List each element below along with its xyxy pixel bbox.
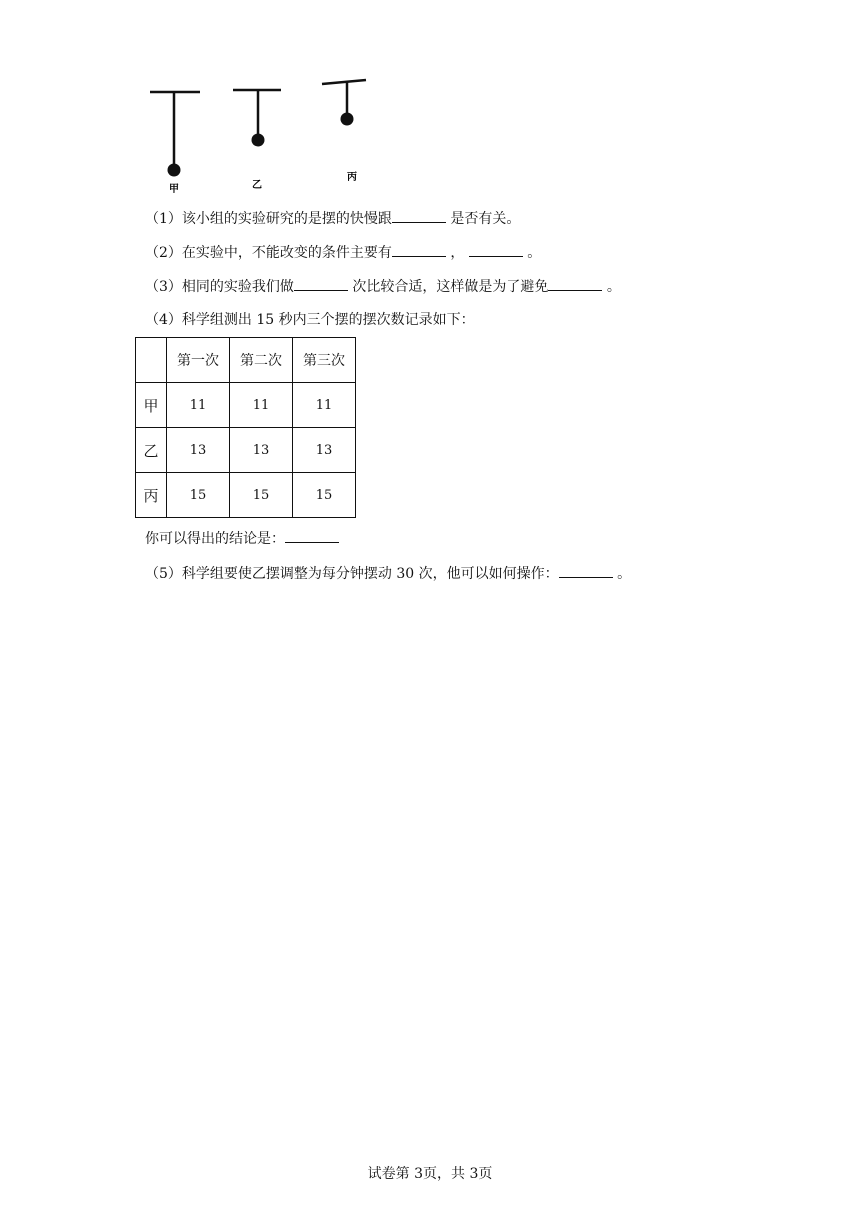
answer-blank	[469, 242, 523, 257]
table-row	[136, 473, 356, 518]
table-row-label: 甲	[136, 383, 167, 428]
table-corner-cell	[136, 338, 167, 383]
answer-blank	[559, 563, 613, 578]
table-cell: 11	[293, 383, 356, 428]
question-5-tail: 。	[612, 566, 632, 582]
answer-blank	[285, 528, 339, 543]
table-cell: 15	[167, 473, 230, 518]
answer-blank	[294, 276, 348, 291]
question-2-text: （2）在实验中，不能改变的条件主要有	[145, 245, 392, 261]
pendulum-figure	[140, 74, 376, 196]
conclusion-text: 你可以得出的结论是：	[145, 531, 285, 547]
question-5	[145, 563, 631, 584]
question-4	[145, 310, 475, 330]
pendulum-jia	[150, 92, 200, 195]
table-header-cell: 第二次	[230, 338, 293, 383]
question-3-tail: 。	[602, 279, 621, 295]
table-header-row	[136, 338, 356, 383]
answer-blank	[548, 276, 602, 291]
question-4-text: （4）科学组测出 15 秒内三个摆的摆次数记录如下：	[145, 312, 475, 328]
table-row-label: 丙	[136, 473, 167, 518]
question-2-middle: ，	[445, 245, 465, 261]
pendulum-diagram	[140, 74, 376, 196]
table-cell: 11	[230, 383, 293, 428]
answer-blank	[392, 208, 446, 223]
table-cell: 13	[230, 428, 293, 473]
table-cell: 13	[167, 428, 230, 473]
swing-count-table	[135, 337, 356, 518]
table-cell: 15	[230, 473, 293, 518]
question-2-tail: 。	[522, 245, 542, 261]
page-footer: 试卷第 3页，共 3页	[367, 1166, 493, 1182]
table-row	[136, 383, 356, 428]
table-row	[136, 428, 356, 473]
table-cell: 11	[167, 383, 230, 428]
question-1	[145, 208, 520, 229]
label-jia: 甲	[169, 184, 179, 195]
table-header-cell: 第三次	[293, 338, 356, 383]
label-bing: 丙	[347, 172, 357, 183]
pendulum-yi	[233, 90, 281, 191]
question-3	[145, 276, 621, 297]
question-1-tail: 是否有关。	[445, 211, 521, 227]
conclusion-line	[145, 528, 339, 548]
question-1-text: （1）该小组的实验研究的是摆的快慢跟	[145, 211, 392, 227]
question-5-text: （5）科学组要使乙摆调整为每分钟摆动 30 次，他可以如何操作：	[145, 566, 559, 582]
label-yi: 乙	[252, 180, 262, 191]
answer-blank	[392, 242, 446, 257]
table-cell: 15	[293, 473, 356, 518]
question-3-text: （3）相同的实验我们做	[145, 279, 294, 295]
pendulum-bing	[322, 80, 366, 183]
table-cell: 13	[293, 428, 356, 473]
question-3-middle: 次比较合适，这样做是为了避免	[347, 279, 549, 295]
table-header-cell: 第一次	[167, 338, 230, 383]
question-2	[145, 242, 541, 263]
table-row-label: 乙	[136, 428, 167, 473]
